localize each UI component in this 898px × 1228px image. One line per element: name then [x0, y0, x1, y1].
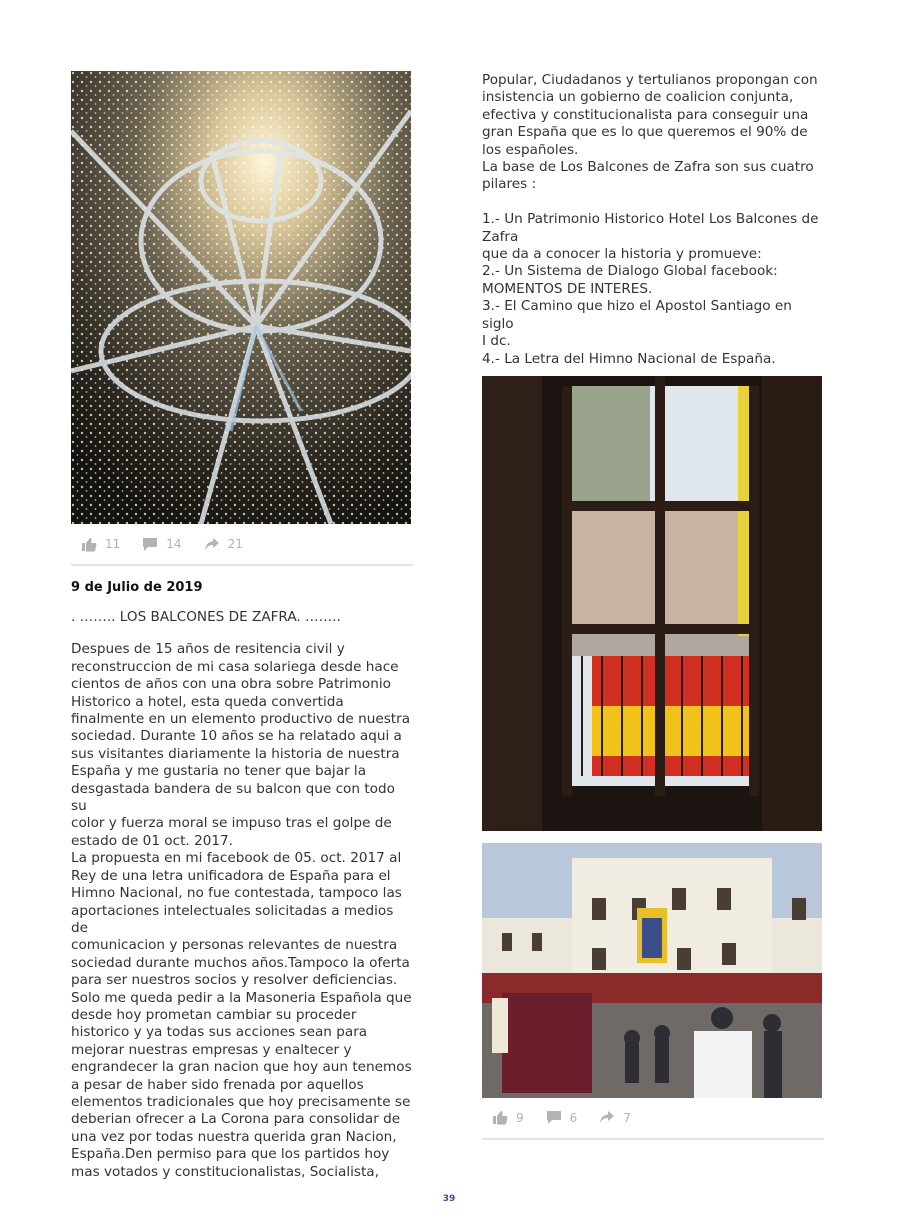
- post-body-left: Despues de 15 años de resitencia civil y reconstruccion de mi casa solariega desde hace cientos de años con una obra sobre Patrimonio Historico a hotel, esta queda convertida finalmente en un elemento productivo de nuestra sociedad. Durante 10 años se ha relatado aqui a sus visitantes diariamente la historia de nuestra España y me gustaria no tener que bajar la desgastada bandera de su balcon que con todo su color y fuerza moral se impuso tras el golpe de estado de 01 oct. 2017. La propuesta en mi facebook de 05. oct. 2017 al Rey de una letra unificadora de España para el Himno Nacional, no fue contestada, tampoco las aportaciones intelectuales solicitadas a medios de comunicacion y personas relevantes de nuestra sociedad durante muchos años.Tampoco la oferta para ser nuestros socios y resolver deficiencias. Solo me queda pedir a la Masoneria Española que desde hoy prometan cambiar su proceder historico y ya todas sus acciones sean para mejorar nuestras empresas y enaltecer y engrandecer la gran nacion que hoy aun tenemos a pesar de haber sido frenada por aquellos elementos tradicionales que hoy precisamente se deberian ofrecer a La Corona para consolidar de una vez por todas nuestra querida gran Nacion, España.Den permiso para que los partidos hoy mas votados y constitucionalistas, Socialista,: [71, 641, 412, 1180]
- comment-stat[interactable]: [142, 537, 181, 552]
- plaza-building-image: [482, 843, 822, 1098]
- like-stat[interactable]: [81, 537, 120, 552]
- share-count-second: 7: [623, 1110, 631, 1125]
- left-column: [71, 71, 413, 1181]
- thumbs-up-icon: [492, 1110, 508, 1125]
- share-stat[interactable]: [204, 537, 243, 552]
- comment-icon: [142, 537, 158, 552]
- comment-icon: [546, 1110, 562, 1125]
- post-stats-bar-second: [482, 1098, 824, 1140]
- comment-count: 14: [166, 537, 182, 551]
- comment-count-second: 6: [569, 1110, 578, 1125]
- post-heading: . …….. LOS BALCONES DE ZAFRA. ……..: [71, 609, 341, 625]
- like-count-second: 9: [516, 1110, 524, 1125]
- share-icon: [599, 1110, 615, 1125]
- share-count: 21: [227, 537, 243, 551]
- plaza-building-photo: [482, 843, 822, 1098]
- share-stat-second[interactable]: [599, 1110, 631, 1125]
- christmas-lights-image: [71, 71, 411, 524]
- page-number: 39: [442, 1194, 456, 1204]
- like-stat-second[interactable]: [492, 1110, 524, 1125]
- balcony-window-photo: [482, 376, 822, 831]
- thumbs-up-icon: [81, 537, 97, 552]
- right-column: [482, 71, 824, 1140]
- post-date: 9 de Julio de 2019: [71, 580, 203, 595]
- post-body-right: Popular, Ciudadanos y tertulianos propongan con insistencia un gobierno de coalicion conjunta, efectiva y constitucionalista para conseguir una gran España que es lo que queremos el 90% de los españoles. La base de Los Balcones de Zafra son sus cuatro pilares : 1.- Un Patrimonio Historico Hotel Los Balcones de Zafra que da a conocer la historia y promueve: 2.- Un Sistema de Dialogo Global facebook: MOMENTOS DE INTERES. 3.- El Camino que hizo el Apostol Santiago en siglo I dc. 4.- La Letra del Himno Nacional de España.: [482, 72, 819, 367]
- balcony-window-image: [482, 376, 822, 831]
- post-stats-bar: [71, 524, 413, 566]
- like-count: 11: [105, 537, 121, 551]
- christmas-lights-photo: [71, 71, 411, 524]
- comment-stat-second[interactable]: [546, 1110, 578, 1125]
- share-icon: [204, 537, 220, 552]
